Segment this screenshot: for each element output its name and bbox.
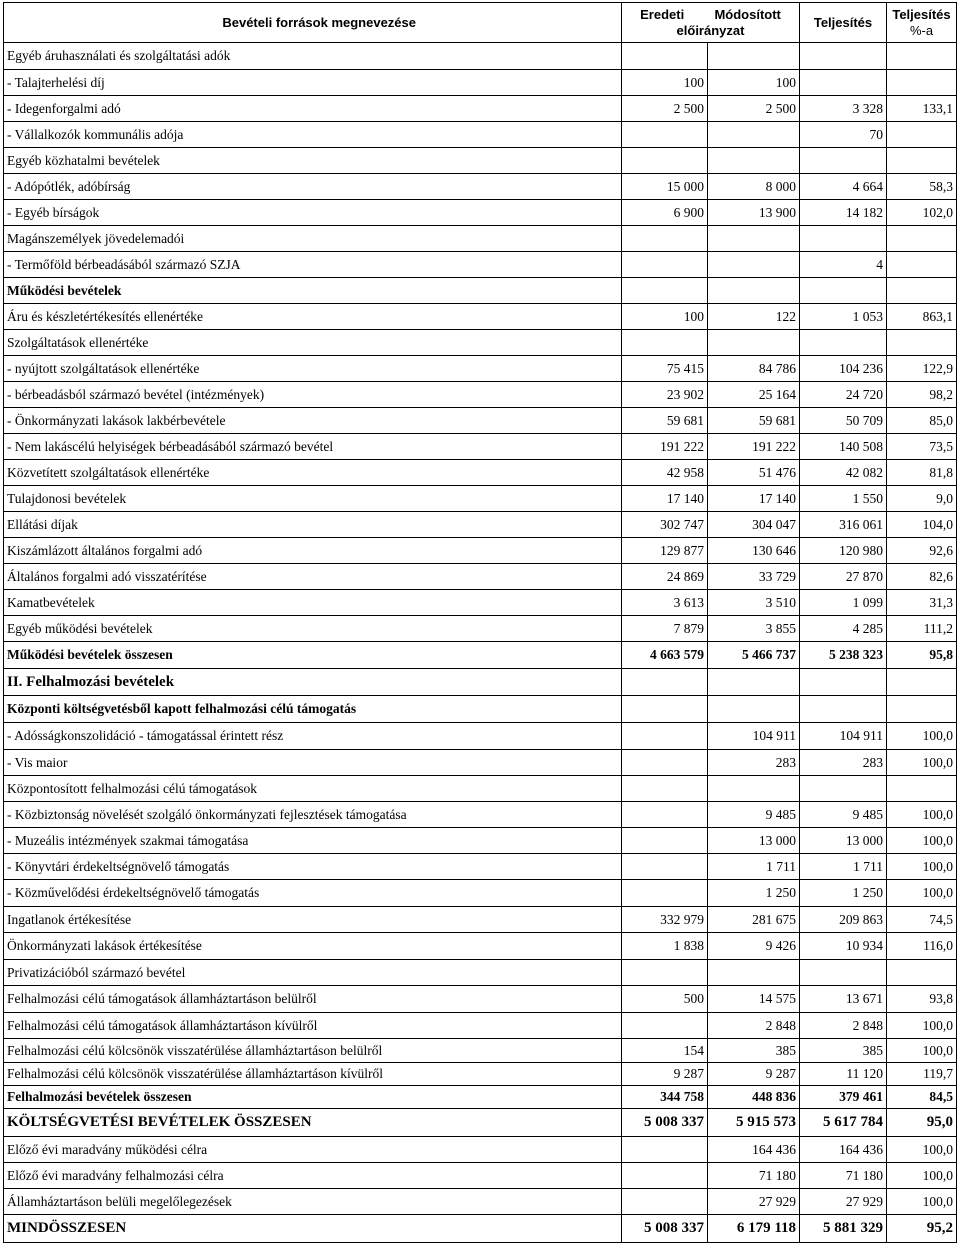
cell-pct: 100,0 — [887, 1137, 957, 1163]
header-row — [4, 3, 957, 43]
cell-modositott: 25 164 — [708, 382, 800, 408]
cell-pct: 100,0 — [887, 1039, 957, 1063]
cell-pct: 93,8 — [887, 986, 957, 1013]
cell-modositott: 2 500 — [708, 96, 800, 122]
row-name: Központosított felhalmozási célú támogatások — [4, 776, 622, 802]
cell-modositott: 5 466 737 — [708, 642, 800, 669]
row-name: Felhalmozási célú támogatások államháztartáson kívülről — [4, 1013, 622, 1039]
cell-eredeti: 5 008 337 — [622, 1215, 708, 1243]
cell-teljesites: 1 099 — [800, 590, 887, 616]
table-row — [4, 616, 957, 642]
header-pct-line1: Teljesítés — [892, 6, 951, 22]
cell-pct — [887, 122, 957, 148]
cell-pct: 100,0 — [887, 802, 957, 828]
cell-pct — [887, 776, 957, 802]
cell-modositott: 9 287 — [708, 1063, 800, 1086]
cell-eredeti — [622, 1163, 708, 1189]
cell-eredeti: 332 979 — [622, 907, 708, 933]
cell-teljesites — [800, 669, 887, 696]
row-name: - Közbiztonság növelését szolgáló önkormányzati fejlesztések támogatása — [4, 802, 622, 828]
cell-modositott: 17 140 — [708, 486, 800, 512]
cell-teljesites: 4 285 — [800, 616, 887, 642]
cell-pct — [887, 70, 957, 96]
cell-eredeti: 4 663 579 — [622, 642, 708, 669]
table-row — [4, 1215, 957, 1243]
cell-teljesites: 164 436 — [800, 1137, 887, 1163]
table-row — [4, 1137, 957, 1163]
table-row — [4, 750, 957, 776]
cell-teljesites: 71 180 — [800, 1163, 887, 1189]
cell-pct: 133,1 — [887, 96, 957, 122]
cell-modositott: 122 — [708, 304, 800, 330]
row-name: Közvetített szolgáltatások ellenértéke — [4, 460, 622, 486]
table-row — [4, 70, 957, 96]
cell-eredeti: 129 877 — [622, 538, 708, 564]
cell-teljesites: 3 328 — [800, 96, 887, 122]
cell-pct: 863,1 — [887, 304, 957, 330]
cell-eredeti: 191 222 — [622, 434, 708, 460]
row-name: MINDÖSSZESEN — [4, 1215, 622, 1243]
table-row — [4, 1163, 957, 1189]
row-name: - bérbeadásból származó bevétel (intézmények) — [4, 382, 622, 408]
cell-teljesites — [800, 696, 887, 723]
cell-teljesites: 283 — [800, 750, 887, 776]
cell-eredeti: 344 758 — [622, 1086, 708, 1109]
cell-teljesites: 1 550 — [800, 486, 887, 512]
cell-pct: 102,0 — [887, 200, 957, 226]
cell-pct — [887, 669, 957, 696]
cell-teljesites: 5 617 784 — [800, 1109, 887, 1137]
cell-modositott — [708, 696, 800, 723]
cell-modositott: 1 250 — [708, 880, 800, 907]
row-name: Általános forgalmi adó visszatérítése — [4, 564, 622, 590]
cell-pct: 100,0 — [887, 750, 957, 776]
cell-eredeti — [622, 226, 708, 252]
cell-teljesites: 1 250 — [800, 880, 887, 907]
table-row — [4, 460, 957, 486]
cell-modositott — [708, 148, 800, 174]
cell-eredeti: 17 140 — [622, 486, 708, 512]
table-row — [4, 1039, 957, 1063]
cell-modositott — [708, 669, 800, 696]
table-row — [4, 696, 957, 723]
cell-modositott: 9 426 — [708, 933, 800, 960]
cell-modositott: 71 180 — [708, 1163, 800, 1189]
cell-modositott — [708, 330, 800, 356]
cell-teljesites: 50 709 — [800, 408, 887, 434]
cell-teljesites — [800, 330, 887, 356]
cell-teljesites — [800, 278, 887, 304]
table-row — [4, 802, 957, 828]
revenue-table — [3, 2, 957, 1243]
table-row — [4, 933, 957, 960]
cell-teljesites: 27 870 — [800, 564, 887, 590]
cell-teljesites: 27 929 — [800, 1189, 887, 1215]
cell-pct: 100,0 — [887, 1013, 957, 1039]
cell-eredeti: 9 287 — [622, 1063, 708, 1086]
cell-modositott: 27 929 — [708, 1189, 800, 1215]
table-row — [4, 434, 957, 460]
cell-pct: 82,6 — [887, 564, 957, 590]
cell-eredeti — [622, 1137, 708, 1163]
row-name: Felhalmozási célú kölcsönök visszatérülése államháztartáson kívülről — [4, 1063, 622, 1086]
row-name: Magánszemélyek jövedelemadói — [4, 226, 622, 252]
cell-teljesites: 1 711 — [800, 854, 887, 880]
cell-modositott: 385 — [708, 1039, 800, 1063]
header-budget-top — [625, 7, 796, 23]
cell-teljesites: 385 — [800, 1039, 887, 1063]
table-row — [4, 278, 957, 304]
cell-teljesites: 209 863 — [800, 907, 887, 933]
row-name: Kamatbevételek — [4, 590, 622, 616]
row-name: Szolgáltatások ellenértéke — [4, 330, 622, 356]
row-name: - Könyvtári érdekeltségnövelő támogatás — [4, 854, 622, 880]
row-name: Privatizációból származó bevétel — [4, 960, 622, 986]
row-name: Ellátási díjak — [4, 512, 622, 538]
cell-teljesites — [800, 960, 887, 986]
cell-teljesites: 4 664 — [800, 174, 887, 200]
cell-eredeti — [622, 723, 708, 750]
cell-modositott: 8 000 — [708, 174, 800, 200]
cell-eredeti — [622, 960, 708, 986]
table-row — [4, 828, 957, 854]
table-row — [4, 122, 957, 148]
cell-teljesites — [800, 148, 887, 174]
table-row — [4, 669, 957, 696]
table-row — [4, 1013, 957, 1039]
table-row — [4, 512, 957, 538]
cell-eredeti — [622, 802, 708, 828]
cell-eredeti: 100 — [622, 304, 708, 330]
row-name: - Vállalkozók kommunális adója — [4, 122, 622, 148]
row-name: - Talajterhelési díj — [4, 70, 622, 96]
cell-pct: 95,8 — [887, 642, 957, 669]
table-row — [4, 304, 957, 330]
header-teljesites: Teljesítés — [800, 3, 887, 43]
cell-eredeti: 75 415 — [622, 356, 708, 382]
cell-eredeti — [622, 669, 708, 696]
cell-pct: 100,0 — [887, 723, 957, 750]
cell-pct: 104,0 — [887, 512, 957, 538]
table-row — [4, 590, 957, 616]
cell-modositott: 304 047 — [708, 512, 800, 538]
cell-modositott: 3 510 — [708, 590, 800, 616]
cell-pct — [887, 330, 957, 356]
header-budget — [622, 3, 800, 43]
row-name: Felhalmozási célú kölcsönök visszatérülése államháztartáson belülről — [4, 1039, 622, 1063]
cell-eredeti — [622, 750, 708, 776]
table-row — [4, 356, 957, 382]
cell-eredeti: 100 — [622, 70, 708, 96]
cell-teljesites: 14 182 — [800, 200, 887, 226]
row-name: - Önkormányzati lakások lakbérbevétele — [4, 408, 622, 434]
table-row — [4, 1109, 957, 1137]
table-row — [4, 1189, 957, 1215]
cell-modositott: 1 711 — [708, 854, 800, 880]
cell-modositott: 51 476 — [708, 460, 800, 486]
cell-pct: 100,0 — [887, 854, 957, 880]
row-name: Előző évi maradvány működési célra — [4, 1137, 622, 1163]
cell-modositott — [708, 278, 800, 304]
cell-eredeti: 7 879 — [622, 616, 708, 642]
cell-modositott: 2 848 — [708, 1013, 800, 1039]
cell-teljesites: 104 236 — [800, 356, 887, 382]
header-eloiranyzat: előirányzat — [676, 22, 745, 38]
cell-pct: 119,7 — [887, 1063, 957, 1086]
cell-teljesites: 4 — [800, 252, 887, 278]
table-row — [4, 252, 957, 278]
cell-modositott — [708, 252, 800, 278]
row-name: - Adósságkonszolidáció - támogatással érintett rész — [4, 723, 622, 750]
header-eredeti: Eredeti — [640, 6, 685, 22]
cell-eredeti: 6 900 — [622, 200, 708, 226]
row-name: - Nem lakáscélú helyiségek bérbeadásából származó bevétel — [4, 434, 622, 460]
row-name: - Közművelődési érdekeltségnövelő támogatás — [4, 880, 622, 907]
cell-pct: 84,5 — [887, 1086, 957, 1109]
row-name: - Adópótlék, adóbírság — [4, 174, 622, 200]
table-row — [4, 986, 957, 1013]
cell-eredeti — [622, 776, 708, 802]
cell-modositott: 6 179 118 — [708, 1215, 800, 1243]
cell-pct: 100,0 — [887, 828, 957, 854]
header-teljesites-pct — [887, 3, 957, 43]
table-row — [4, 564, 957, 590]
cell-teljesites: 120 980 — [800, 538, 887, 564]
cell-eredeti: 3 613 — [622, 590, 708, 616]
row-name: Egyéb közhatalmi bevételek — [4, 148, 622, 174]
cell-modositott: 164 436 — [708, 1137, 800, 1163]
cell-modositott: 9 485 — [708, 802, 800, 828]
cell-modositott — [708, 226, 800, 252]
cell-pct — [887, 252, 957, 278]
cell-teljesites: 9 485 — [800, 802, 887, 828]
table-row — [4, 723, 957, 750]
cell-eredeti: 23 902 — [622, 382, 708, 408]
table-row — [4, 1063, 957, 1086]
cell-pct: 100,0 — [887, 1163, 957, 1189]
table-row — [4, 408, 957, 434]
cell-teljesites: 24 720 — [800, 382, 887, 408]
cell-eredeti: 154 — [622, 1039, 708, 1063]
table-row — [4, 226, 957, 252]
cell-pct: 98,2 — [887, 382, 957, 408]
cell-modositott: 3 855 — [708, 616, 800, 642]
cell-eredeti — [622, 880, 708, 907]
cell-teljesites: 70 — [800, 122, 887, 148]
cell-eredeti: 2 500 — [622, 96, 708, 122]
cell-pct — [887, 278, 957, 304]
cell-pct: 31,3 — [887, 590, 957, 616]
cell-modositott: 33 729 — [708, 564, 800, 590]
table-row — [4, 174, 957, 200]
row-name: Működési bevételek — [4, 278, 622, 304]
cell-pct: 85,0 — [887, 408, 957, 434]
cell-modositott — [708, 776, 800, 802]
cell-teljesites: 379 461 — [800, 1086, 887, 1109]
cell-teljesites — [800, 776, 887, 802]
table-row — [4, 538, 957, 564]
cell-modositott: 14 575 — [708, 986, 800, 1013]
table-row — [4, 330, 957, 356]
header-modositott: Módosított — [714, 6, 781, 22]
table-row — [4, 486, 957, 512]
cell-modositott: 448 836 — [708, 1086, 800, 1109]
cell-eredeti — [622, 854, 708, 880]
table-row — [4, 907, 957, 933]
cell-teljesites: 1 053 — [800, 304, 887, 330]
row-name: - Vis maior — [4, 750, 622, 776]
cell-teljesites: 2 848 — [800, 1013, 887, 1039]
cell-teljesites — [800, 226, 887, 252]
cell-eredeti — [622, 252, 708, 278]
row-name: Előző évi maradvány felhalmozási célra — [4, 1163, 622, 1189]
cell-pct: 122,9 — [887, 356, 957, 382]
row-name: KÖLTSÉGVETÉSI BEVÉTELEK ÖSSZESEN — [4, 1109, 622, 1137]
table-row — [4, 642, 957, 669]
cell-pct: 95,2 — [887, 1215, 957, 1243]
cell-eredeti — [622, 278, 708, 304]
cell-eredeti — [622, 828, 708, 854]
row-name: - Idegenforgalmi adó — [4, 96, 622, 122]
cell-modositott: 5 915 573 — [708, 1109, 800, 1137]
cell-pct: 95,0 — [887, 1109, 957, 1137]
table-row — [4, 776, 957, 802]
cell-teljesites: 140 508 — [800, 434, 887, 460]
table-row — [4, 43, 957, 70]
cell-eredeti — [622, 1189, 708, 1215]
row-name: Működési bevételek összesen — [4, 642, 622, 669]
row-name: Tulajdonosi bevételek — [4, 486, 622, 512]
cell-eredeti — [622, 148, 708, 174]
cell-teljesites: 11 120 — [800, 1063, 887, 1086]
row-name: Ingatlanok értékesítése — [4, 907, 622, 933]
row-name: Áru és készletértékesítés ellenértéke — [4, 304, 622, 330]
table-row — [4, 880, 957, 907]
cell-teljesites — [800, 43, 887, 70]
row-name: Egyéb áruhasználati és szolgáltatási adók — [4, 43, 622, 70]
table-row — [4, 148, 957, 174]
row-name: Önkormányzati lakások értékesítése — [4, 933, 622, 960]
row-name: Felhalmozási célú támogatások államháztartáson belülről — [4, 986, 622, 1013]
cell-eredeti: 15 000 — [622, 174, 708, 200]
cell-eredeti — [622, 43, 708, 70]
row-name: - Termőföld bérbeadásából származó SZJA — [4, 252, 622, 278]
table-row — [4, 960, 957, 986]
cell-pct — [887, 960, 957, 986]
cell-teljesites: 13 000 — [800, 828, 887, 854]
cell-modositott: 104 911 — [708, 723, 800, 750]
cell-eredeti — [622, 696, 708, 723]
cell-teljesites: 5 238 323 — [800, 642, 887, 669]
cell-eredeti — [622, 1013, 708, 1039]
cell-modositott — [708, 122, 800, 148]
cell-modositott: 281 675 — [708, 907, 800, 933]
table-row — [4, 382, 957, 408]
cell-modositott: 130 646 — [708, 538, 800, 564]
row-name: Felhalmozási bevételek összesen — [4, 1086, 622, 1109]
cell-pct: 9,0 — [887, 486, 957, 512]
header-pct-line2: %-a — [909, 22, 934, 38]
row-name: - Muzeális intézmények szakmai támogatása — [4, 828, 622, 854]
row-name: Államháztartáson belüli megelőlegezések — [4, 1189, 622, 1215]
table-row — [4, 96, 957, 122]
cell-modositott — [708, 43, 800, 70]
row-name: - nyújtott szolgáltatások ellenértéke — [4, 356, 622, 382]
cell-eredeti — [622, 122, 708, 148]
cell-modositott: 59 681 — [708, 408, 800, 434]
cell-teljesites — [800, 70, 887, 96]
cell-eredeti: 42 958 — [622, 460, 708, 486]
row-name: Központi költségvetésből kapott felhalmozási célú támogatás — [4, 696, 622, 723]
cell-teljesites: 5 881 329 — [800, 1215, 887, 1243]
cell-teljesites: 10 934 — [800, 933, 887, 960]
cell-eredeti: 500 — [622, 986, 708, 1013]
cell-pct: 81,8 — [887, 460, 957, 486]
cell-pct — [887, 148, 957, 174]
cell-pct: 73,5 — [887, 434, 957, 460]
table-row — [4, 1086, 957, 1109]
cell-pct: 111,2 — [887, 616, 957, 642]
cell-modositott: 13 000 — [708, 828, 800, 854]
cell-pct — [887, 43, 957, 70]
cell-teljesites: 42 082 — [800, 460, 887, 486]
header-name: Bevételi források megnevezése — [4, 3, 622, 43]
cell-eredeti: 302 747 — [622, 512, 708, 538]
cell-pct — [887, 226, 957, 252]
row-name: II. Felhalmozási bevételek — [4, 669, 622, 696]
cell-eredeti: 5 008 337 — [622, 1109, 708, 1137]
cell-modositott — [708, 960, 800, 986]
cell-eredeti: 59 681 — [622, 408, 708, 434]
row-name: - Egyéb bírságok — [4, 200, 622, 226]
table-row — [4, 200, 957, 226]
cell-pct: 100,0 — [887, 880, 957, 907]
cell-pct: 100,0 — [887, 1189, 957, 1215]
cell-teljesites: 316 061 — [800, 512, 887, 538]
table-row — [4, 854, 957, 880]
cell-eredeti: 24 869 — [622, 564, 708, 590]
row-name: Egyéb működési bevételek — [4, 616, 622, 642]
cell-modositott: 191 222 — [708, 434, 800, 460]
cell-teljesites: 13 671 — [800, 986, 887, 1013]
cell-modositott: 13 900 — [708, 200, 800, 226]
cell-pct: 92,6 — [887, 538, 957, 564]
cell-pct: 58,3 — [887, 174, 957, 200]
cell-teljesites: 104 911 — [800, 723, 887, 750]
row-name: Kiszámlázott általános forgalmi adó — [4, 538, 622, 564]
cell-pct: 116,0 — [887, 933, 957, 960]
cell-pct — [887, 696, 957, 723]
cell-modositott: 84 786 — [708, 356, 800, 382]
cell-modositott: 283 — [708, 750, 800, 776]
cell-pct: 74,5 — [887, 907, 957, 933]
cell-eredeti — [622, 330, 708, 356]
cell-modositott: 100 — [708, 70, 800, 96]
cell-eredeti: 1 838 — [622, 933, 708, 960]
